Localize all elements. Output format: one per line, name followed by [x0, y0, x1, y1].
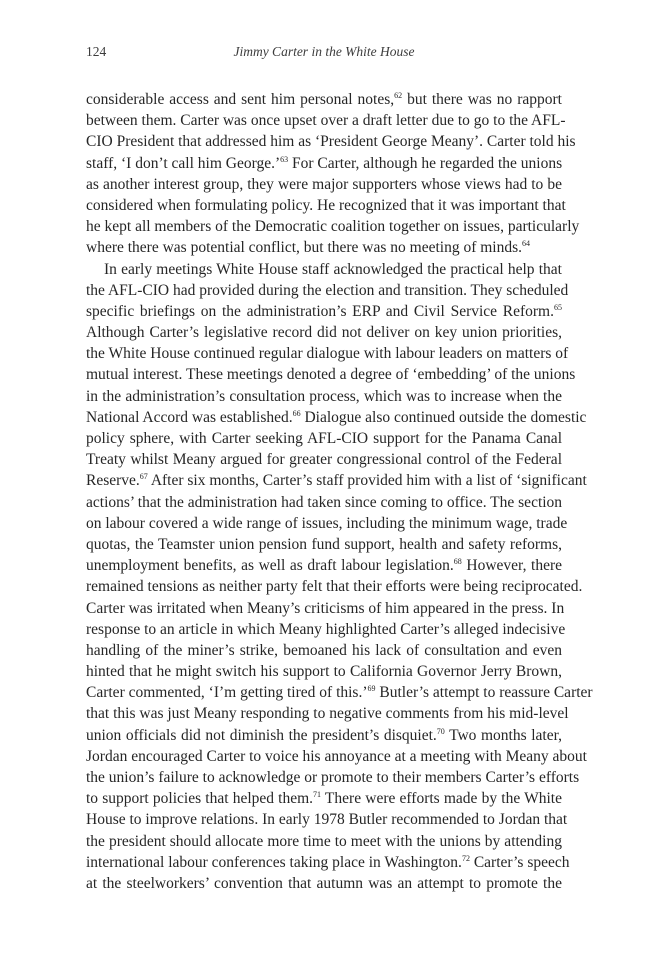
- text-line: policy sphere, with Carter seeking AFL-CIO support for the Panama Canal: [86, 430, 562, 447]
- footnote-ref: 62: [394, 91, 403, 100]
- footnote-ref: 63: [280, 154, 289, 164]
- text-line: staff, ‘I don’t call him George.’$^{63}$ For Carter, although he regarded the unions: [86, 154, 563, 172]
- body-text: [86, 89, 593, 894]
- text-line: Reserve.$^{67}$ After six months, Carter’s staff provided him with a list of ‘significant: [86, 472, 587, 490]
- text-line: the AFL-CIO had provided during the election and transition. They scheduled: [86, 281, 569, 299]
- text-line: Jordan encouraged Carter to voice his annoyance at a meeting with Meany about: [86, 747, 587, 765]
- text-line: actions’ that the administration had taken since coming to office. The section: [86, 493, 563, 511]
- text-line: handling of the miner’s strike, bemoaned his lack of consultation and even: [86, 641, 562, 659]
- text-line: he kept all members of the Democratic coalition together on issues, particularly: [86, 218, 580, 236]
- text-line: Carter was irritated when Meany’s criticisms of him appeared in the press. In: [86, 599, 565, 617]
- text-line: international labour conferences taking place in Washington.$^{72}$ Carter’s speech: [86, 853, 570, 871]
- footnote-ref: 68: [453, 557, 462, 567]
- text-line: between them. Carter was once upset over a draft letter due to go to the AFL-: [86, 112, 566, 130]
- text-line: quotas, the Teamster union pension fund support, health and safety reforms,: [86, 535, 562, 553]
- paragraph-start-line: In early meetings White House staff acknowledged the practical help that: [104, 260, 562, 278]
- text-line: House to improve relations. In early 1978 Butler recommended to Jordan that: [86, 811, 568, 829]
- footnote-ref: 69: [367, 684, 376, 694]
- text-line: to support policies that helped them.$^{71}$ There were efforts made by the White: [86, 790, 562, 808]
- running-head: [86, 44, 562, 64]
- text-line: where there was potential conflict, but there was no meeting of minds.$^{64}$: [86, 239, 531, 257]
- text-line: Although Carter’s legislative record did not deliver on key union priorities,: [86, 324, 562, 342]
- text-line: unemployment benefits, as well as draft labour legislation.$^{68}$ However, there: [86, 557, 562, 575]
- text-line: union officials did not diminish the president’s disquiet.$^{70}$ Two months later,: [86, 726, 562, 744]
- text-line: remained tensions as neither party felt that their efforts were being reciprocated.: [86, 578, 583, 596]
- book-title: Jimmy Carter in the White House: [233, 44, 415, 59]
- footnote-ref: 65: [554, 302, 562, 312]
- footnote-ref: 64: [522, 239, 531, 249]
- page-number: 124: [86, 44, 107, 59]
- text-line: considerable access and sent him personal notes,$^{62}$ but there was no rapport: [86, 91, 562, 108]
- text-line: hinted that he might switch his support to California Governor Jerry Brown,: [86, 663, 562, 681]
- text-line: on labour covered a wide range of issues, including the minimum wage, trade: [86, 514, 568, 532]
- text-line: response to an article in which Meany highlighted Carter’s alleged indecisive: [86, 620, 566, 638]
- text-line: in the administration’s consultation process, which was to increase when the: [86, 387, 562, 405]
- footnote-ref: 66: [292, 408, 301, 418]
- text-line: Treaty whilst Meany argued for greater congressional control of the Federal: [86, 451, 562, 469]
- footnote-ref: 72: [461, 853, 470, 863]
- text-line: specific briefings on the administration’s ERP and Civil Service Reform.$^{65}$: [86, 302, 562, 320]
- text-line: the union’s failure to acknowledge or promote to their members Carter’s efforts: [86, 769, 580, 786]
- text-line: at the steelworkers’ convention that autumn was an attempt to promote the: [86, 874, 562, 892]
- footnote-ref: 70: [436, 726, 445, 736]
- footnote-ref: 67: [139, 472, 148, 482]
- text-line: the White House continued regular dialogue with labour leaders on matters of: [86, 345, 569, 363]
- text-line: mutual interest. These meetings denoted a degree of ‘embedding’ of the unions: [86, 366, 576, 384]
- text-line: National Accord was established.$^{66}$ Dialogue also continued outside the domestic: [86, 408, 587, 426]
- text-line: that this was just Meany responding to negative comments from his mid-level: [86, 705, 569, 723]
- text-line: the president should allocate more time to meet with the unions by attending: [86, 832, 562, 850]
- text-line: Carter commented, ‘I’m getting tired of this.’$^{69}$ Butler’s attempt to reassure Carter: [86, 684, 593, 702]
- text-line: CIO President that addressed him as ‘President George Meany’. Carter told his: [86, 133, 576, 151]
- footnote-ref: 71: [313, 790, 322, 800]
- text-line: as another interest group, they were major supporters whose views had to be: [86, 175, 562, 193]
- text-line: considered when formulating policy. He recognized that it was important that: [86, 196, 566, 214]
